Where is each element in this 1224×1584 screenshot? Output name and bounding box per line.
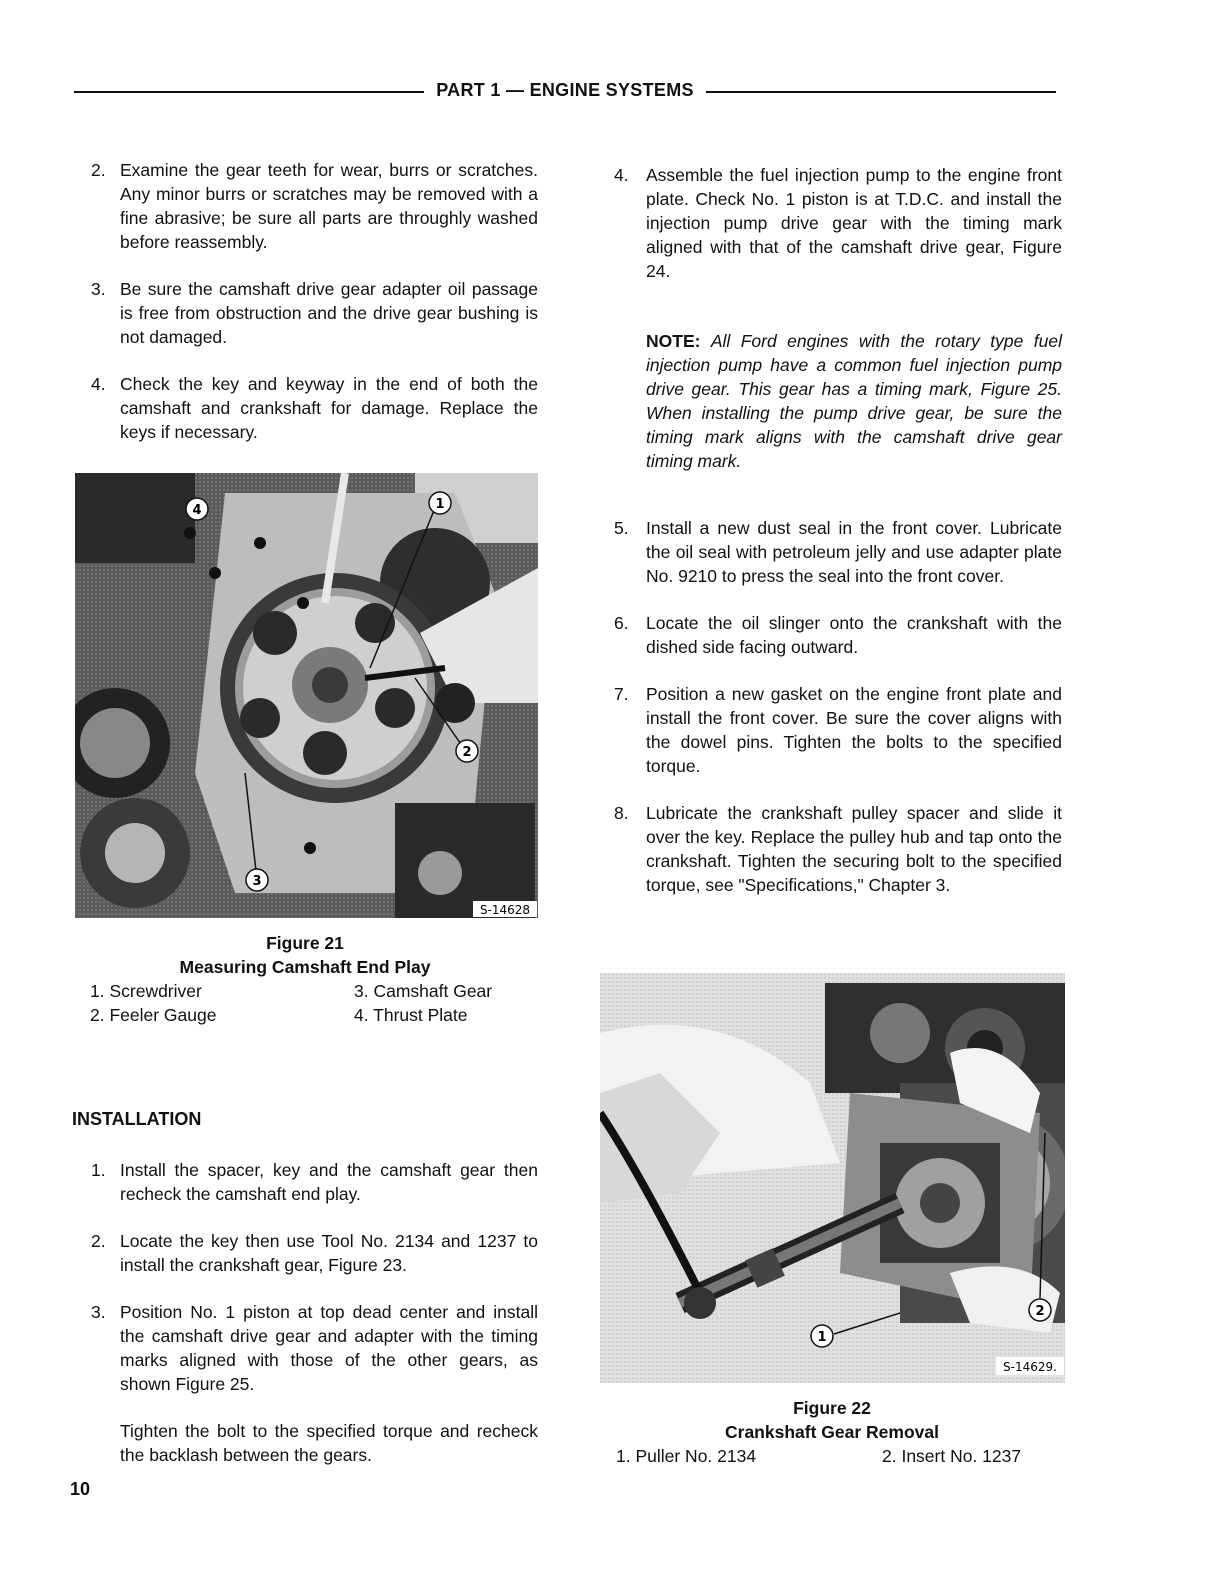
step-text: Locate the key then use Tool No. 2134 and 1237 to install the crankshaft gear, Figure 23.	[120, 1231, 538, 1275]
figure-21-label: Figure 21	[266, 933, 344, 953]
step-text: Install a new dust seal in the front cover. Lubricate the oil seal with petroleum jelly and use adapter plate No. 9210 to press the seal into the front cover.	[646, 518, 1062, 586]
callout-2-label: 2	[1035, 1304, 1045, 1319]
legend-entry: 2. Feeler Gauge	[90, 1005, 217, 1025]
figure-22-label: Figure 22	[793, 1398, 871, 1418]
step-item	[72, 372, 538, 444]
step-number: 6.	[614, 613, 629, 633]
legend-entry: 4. Thrust Plate	[354, 1005, 468, 1025]
header-title: PART 1 — ENGINE SYSTEMS	[436, 80, 694, 100]
note-label: NOTE:	[646, 331, 701, 351]
step-number: 2.	[91, 160, 106, 180]
figure-22-title: Crankshaft Gear Removal	[725, 1422, 939, 1442]
figure-21-title: Measuring Camshaft End Play	[179, 957, 431, 977]
step-text: Assemble the fuel injection pump to the engine front plate. Check No. 1 piston is at T.D.C. and install the injection pump drive gear with the timing mark aligned with that of the camshaft drive gear, Figure 24.	[646, 165, 1062, 281]
step-number: 4.	[614, 165, 629, 185]
step-number: 4.	[91, 374, 106, 394]
step-item	[612, 516, 1062, 588]
step-item	[72, 1300, 538, 1396]
step-text: Install the spacer, key and the camshaft gear then recheck the camshaft end play.	[120, 1160, 538, 1204]
legend-entry: 1. Screwdriver	[90, 981, 202, 1001]
step-item	[612, 611, 1062, 659]
figure-22-legend	[616, 1444, 1066, 1468]
step-number: 7.	[614, 684, 629, 704]
installation-followup: Tighten the bolt to the specified torque and recheck the backlash between the gears.	[120, 1421, 538, 1465]
figure-21-photo	[75, 473, 538, 918]
step-item	[72, 1229, 538, 1277]
step-number: 2.	[91, 1231, 106, 1251]
installation-steps	[72, 1158, 538, 1467]
right-column-steps	[612, 163, 1062, 897]
note-text: All Ford engines with the rotary type fuel injection pump have a common fuel injection pump drive gear. This gear has a timing mark, Figure 25. When installing the pump drive gear, be sure the timing mark aligns with the camshaft drive gear timing mark.	[646, 331, 1062, 471]
callout-2-label: 2	[462, 745, 472, 760]
crankshaft-puller-illustration	[600, 973, 1065, 1383]
step-text: Locate the oil slinger onto the crankshaft with the dished side facing outward.	[646, 613, 1062, 657]
figure-22-caption	[612, 1396, 1052, 1444]
legend-entry: 2. Insert No. 1237	[882, 1446, 1022, 1466]
step-item	[612, 682, 1062, 778]
callout-3-label: 3	[252, 874, 262, 889]
step-text: Position No. 1 piston at top dead center and install the camshaft drive gear and adapter with the timing marks aligned with those of the other gears, as shown Figure 25.	[120, 1302, 538, 1394]
step-text: Be sure the camshaft drive gear adapter oil passage is free from obstruction and the drive gear bushing is not damaged.	[120, 279, 538, 347]
header-rule-left	[74, 91, 424, 93]
step-text: Lubricate the crankshaft pulley spacer and slide it over the key. Replace the pulley hub and tap onto the crankshaft. Tighten the securing bolt to the specified torque, see "Specifications," Chapter 3.	[646, 803, 1062, 895]
step-number: 3.	[91, 1302, 106, 1322]
page-number: 10	[70, 1479, 91, 1499]
callout-4-label: 4	[192, 503, 202, 518]
figure-21-legend	[90, 979, 540, 1027]
step-text: Examine the gear teeth for wear, burrs or scratches. Any minor burrs or scratches may be removed with a fine abrasive; be sure all parts are throughly washed before reassembly.	[120, 160, 538, 252]
legend-row	[90, 979, 540, 1003]
note-block	[646, 329, 1062, 473]
step-item	[612, 163, 1062, 283]
step-item	[612, 801, 1062, 897]
installation-heading: INSTALLATION	[72, 1109, 202, 1129]
running-header	[74, 80, 1056, 104]
legend-row	[90, 1003, 540, 1027]
header-rule-right	[706, 91, 1056, 93]
legend-row	[616, 1444, 1066, 1468]
step-number: 8.	[614, 803, 629, 823]
step-number: 5.	[614, 518, 629, 538]
step-item	[72, 277, 538, 349]
left-column-steps	[72, 158, 538, 444]
legend-entry: 1. Puller No. 2134	[616, 1446, 757, 1466]
step-text: Position a new gasket on the engine front plate and install the front cover. Be sure the cover aligns with the dowel pins. Tighten the bolts to the specified torque.	[646, 684, 1062, 776]
figure-21-stamp: S-14628	[479, 903, 531, 917]
step-number: 1.	[91, 1160, 106, 1180]
figure-21-caption	[75, 931, 535, 979]
figure-22-photo	[600, 973, 1065, 1383]
callout-1-label: 1	[817, 1330, 827, 1345]
camshaft-gear-illustration	[75, 473, 538, 918]
step-text: Check the key and keyway in the end of both the camshaft and crankshaft for damage. Replace the keys if necessary.	[120, 374, 538, 442]
step-item	[72, 158, 538, 254]
figure-22-stamp: S-14629.	[1003, 1360, 1057, 1374]
legend-entry: 3. Camshaft Gear	[354, 981, 493, 1001]
step-item	[72, 1158, 538, 1206]
callout-1-label: 1	[435, 497, 445, 512]
step-number: 3.	[91, 279, 106, 299]
